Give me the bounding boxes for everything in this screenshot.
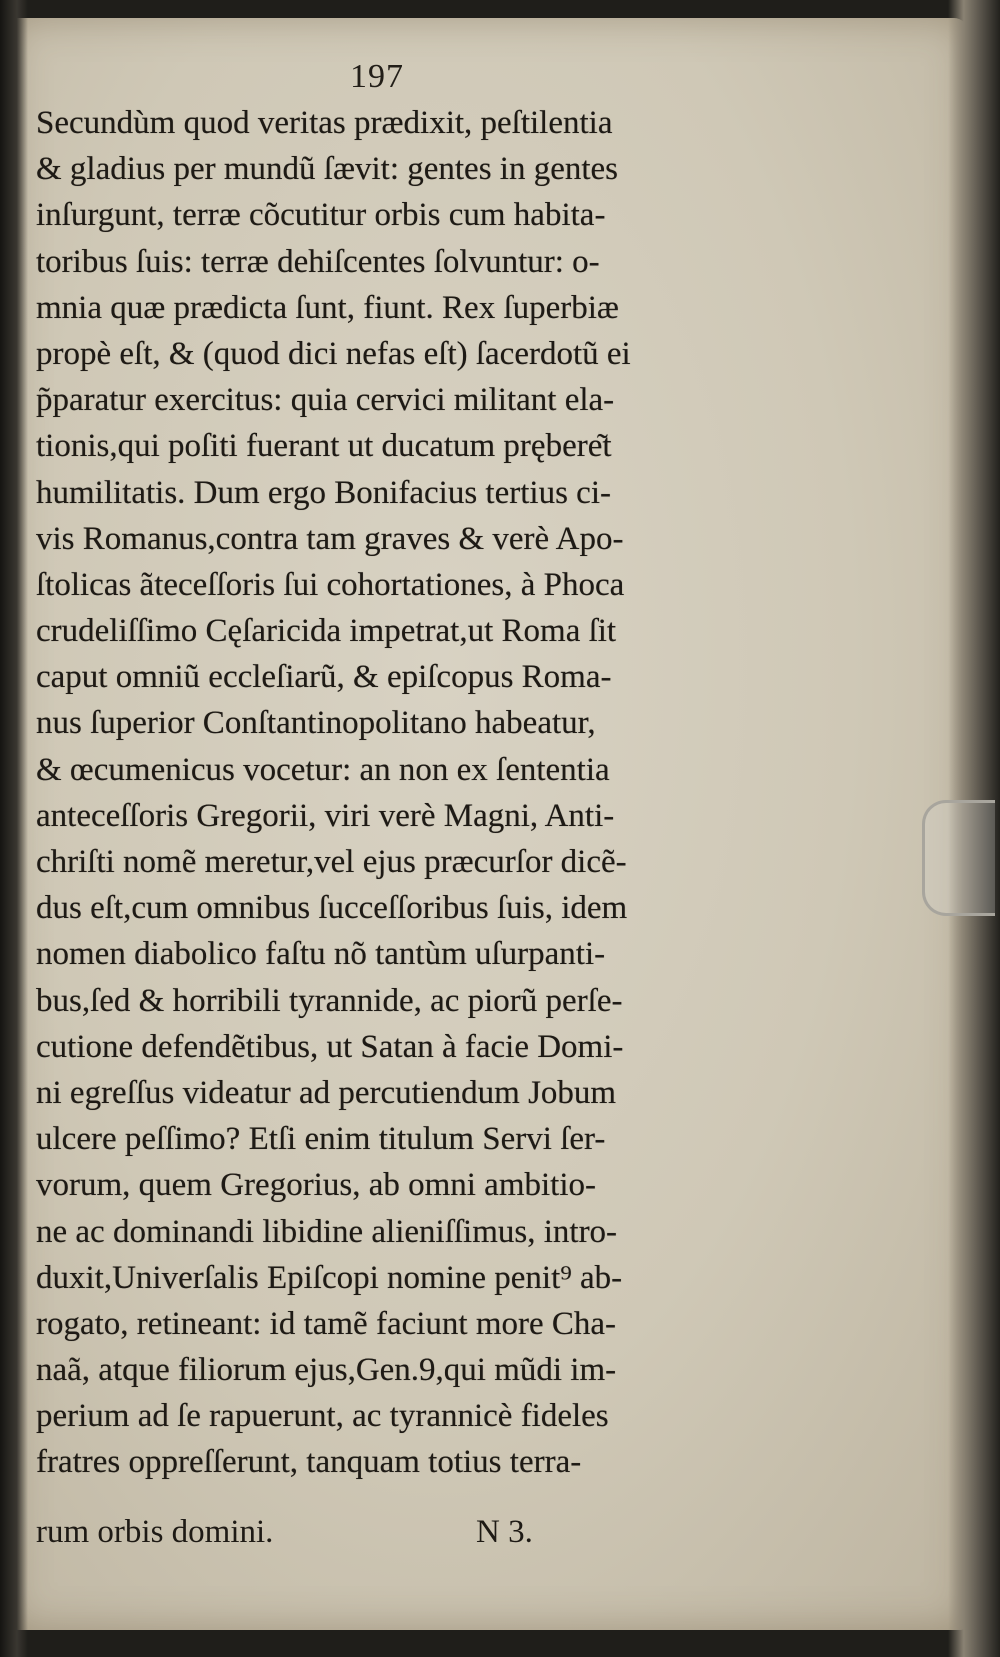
text-line: humilitatis. Dum ergo Bonifacius tertius ci- xyxy=(36,474,611,511)
text-line: duxit,Univerſalis Epiſcopi nomine penit⁹ ab- xyxy=(36,1259,623,1296)
text-line: ne ac dominandi libidine alieniſſimus, intro- xyxy=(36,1213,618,1250)
text-line: naã, atque filiorum ejus,Gen.9,qui mũdi im- xyxy=(36,1352,617,1389)
text-line: ſtolicas ãteceſſoris ſui cohortationes, à Phoca xyxy=(36,566,625,603)
text-line: mnia quæ prædicta ſunt, fiunt. Rex ſuperbiæ xyxy=(36,289,619,326)
text-line: nomen diabolico faſtu nõ tantùm uſurpanti- xyxy=(36,936,606,973)
text-line: vis Romanus,contra tam graves & verè Apo- xyxy=(36,520,624,557)
text-line: propè eſt, & (quod dici nefas eſt) ſacerdotũ ei xyxy=(36,335,631,372)
text-line: nus ſuperior Conſtantinopolitano habeatur, xyxy=(36,705,596,742)
final-text-line: rum orbis domini. xyxy=(36,1514,274,1550)
signature-mark: N 3. xyxy=(476,1514,533,1550)
text-line: fratres oppreſſerunt, tanquam totius terra- xyxy=(36,1444,582,1481)
text-line: chriſti nomẽ meretur,vel ejus præcurſor dicẽ- xyxy=(36,844,627,880)
text-line: perium ad ſe rapuerunt, ac tyrannicè fideles xyxy=(36,1398,609,1435)
text-line: ulcere peſſimo? Etſi enim titulum Servi ſer- xyxy=(36,1121,606,1158)
text-line: Secundùm quod veritas prædixit, peſtilentia xyxy=(36,105,613,141)
page-number: 197 xyxy=(350,58,404,95)
text-line: dus eſt,cum omnibus ſucceſſoribus ſuis, idem xyxy=(36,890,628,927)
text-line: crudeliſſimo Cęſaricida impetrat,ut Roma ſit xyxy=(36,613,617,650)
text-line: bus,ſed & horribili tyrannide, ac piorũ perſe- xyxy=(36,982,623,1019)
text-line: tionis,qui poſiti fuerant ut ducatum prębere͂t xyxy=(36,428,612,465)
text-line: vorum, quem Gregorius, ab omni ambitio- xyxy=(36,1167,596,1204)
text-line: & gladius per mundũ ſævit: gentes in gentes xyxy=(36,151,619,188)
binding-gutter xyxy=(0,0,28,1657)
text-line: toribus ſuis: terræ dehiſcentes ſolvuntur: o- xyxy=(36,243,600,280)
text-line: inſurgunt, terræ cõcutitur orbis cum habita- xyxy=(36,197,606,234)
body-text xyxy=(36,100,816,1486)
text-line: p̃paratur exercitus: quia cervici militant ela- xyxy=(36,382,615,419)
text-line: anteceſſoris Gregorii, viri verè Magni, Anti- xyxy=(36,797,615,834)
page-footer xyxy=(36,1514,736,1560)
text-line: & œcumenicus vocetur: an non ex ſententia xyxy=(36,751,610,788)
page-clip-icon xyxy=(922,800,995,916)
text-line: rogato, retineant: id tamẽ faciunt more Cha- xyxy=(36,1305,617,1342)
text-line: ni egreſſus videatur ad percutiendum Jobum xyxy=(36,1074,617,1111)
text-line: caput omniũ eccleſiarũ, & epiſcopus Roma- xyxy=(36,659,612,696)
text-line: cutione defendẽtibus, ut Satan à facie Domi- xyxy=(36,1028,624,1065)
